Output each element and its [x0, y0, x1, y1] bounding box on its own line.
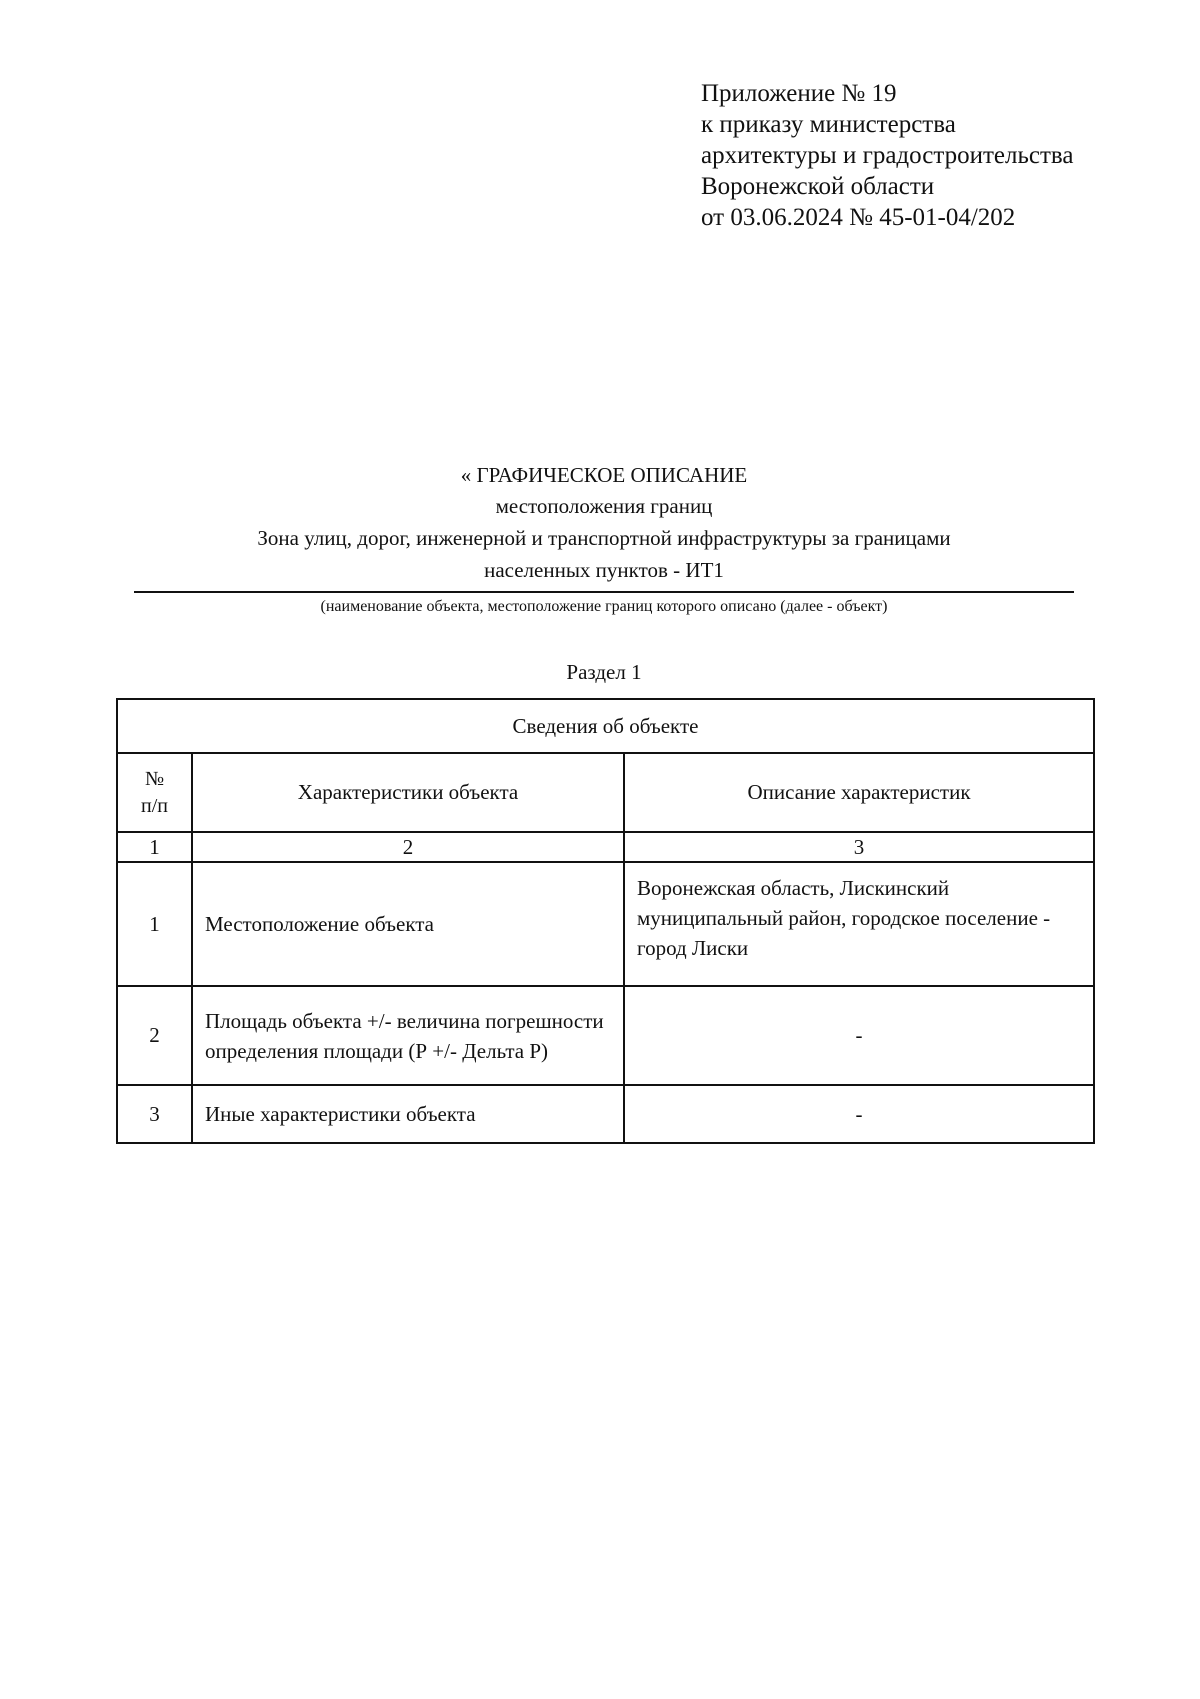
header-num [117, 753, 192, 832]
object-name-line: Зона улиц, дорог, инженерной и транспортной инфраструктуры за границами [257, 526, 951, 550]
row-description: - [624, 1085, 1094, 1143]
appendix-line: архитектуры и градостроительства [701, 142, 1074, 169]
document-subtitle: местоположения границ [495, 494, 713, 518]
appendix-block [701, 78, 1073, 233]
row-num: 3 [117, 1085, 192, 1143]
row-characteristic: Местоположение объекта [192, 862, 624, 986]
table-row [117, 1085, 1094, 1143]
row-description: - [624, 986, 1094, 1085]
table-row [117, 862, 1094, 986]
object-info-table [116, 698, 1095, 1144]
appendix-line: Приложение № 19 [701, 80, 897, 107]
object-name-caption: (наименование объекта, местоположение границ которого описано (далее - объект) [320, 598, 888, 615]
table-header-row [117, 753, 1094, 832]
header-num-line2: п/п [141, 794, 168, 817]
document-heading [134, 460, 1074, 586]
column-numbers-row [117, 832, 1094, 862]
object-name-underline [134, 591, 1074, 593]
column-number: 1 [117, 832, 192, 862]
section-label: Раздел 1 [566, 660, 642, 684]
header-num-line1: № [144, 767, 165, 790]
row-num: 2 [117, 986, 192, 1085]
column-number: 3 [624, 832, 1094, 862]
row-characteristic: Площадь объекта +/- величина погрешности определения площади (Р +/- Дельта Р) [192, 986, 624, 1085]
appendix-line: от 03.06.2024 № 45-01-04/202 [701, 204, 1016, 231]
object-name-line: населенных пунктов - ИТ1 [484, 558, 724, 582]
row-num: 1 [117, 862, 192, 986]
column-number: 2 [192, 832, 624, 862]
row-characteristic: Иные характеристики объекта [192, 1085, 624, 1143]
table-row [117, 986, 1094, 1085]
appendix-line: Воронежской области [701, 173, 935, 200]
document-title: « ГРАФИЧЕСКОЕ ОПИСАНИЕ [460, 463, 748, 487]
row-description: Воронежская область, Лискинский муниципальный район, городское поселение - город Лиски [624, 862, 1094, 986]
header-characteristic: Характеристики объекта [192, 753, 624, 832]
header-description: Описание характеристик [624, 753, 1094, 832]
table-title: Сведения об объекте [117, 699, 1094, 753]
table-title-row [117, 699, 1094, 753]
appendix-line: к приказу министерства [701, 111, 956, 138]
